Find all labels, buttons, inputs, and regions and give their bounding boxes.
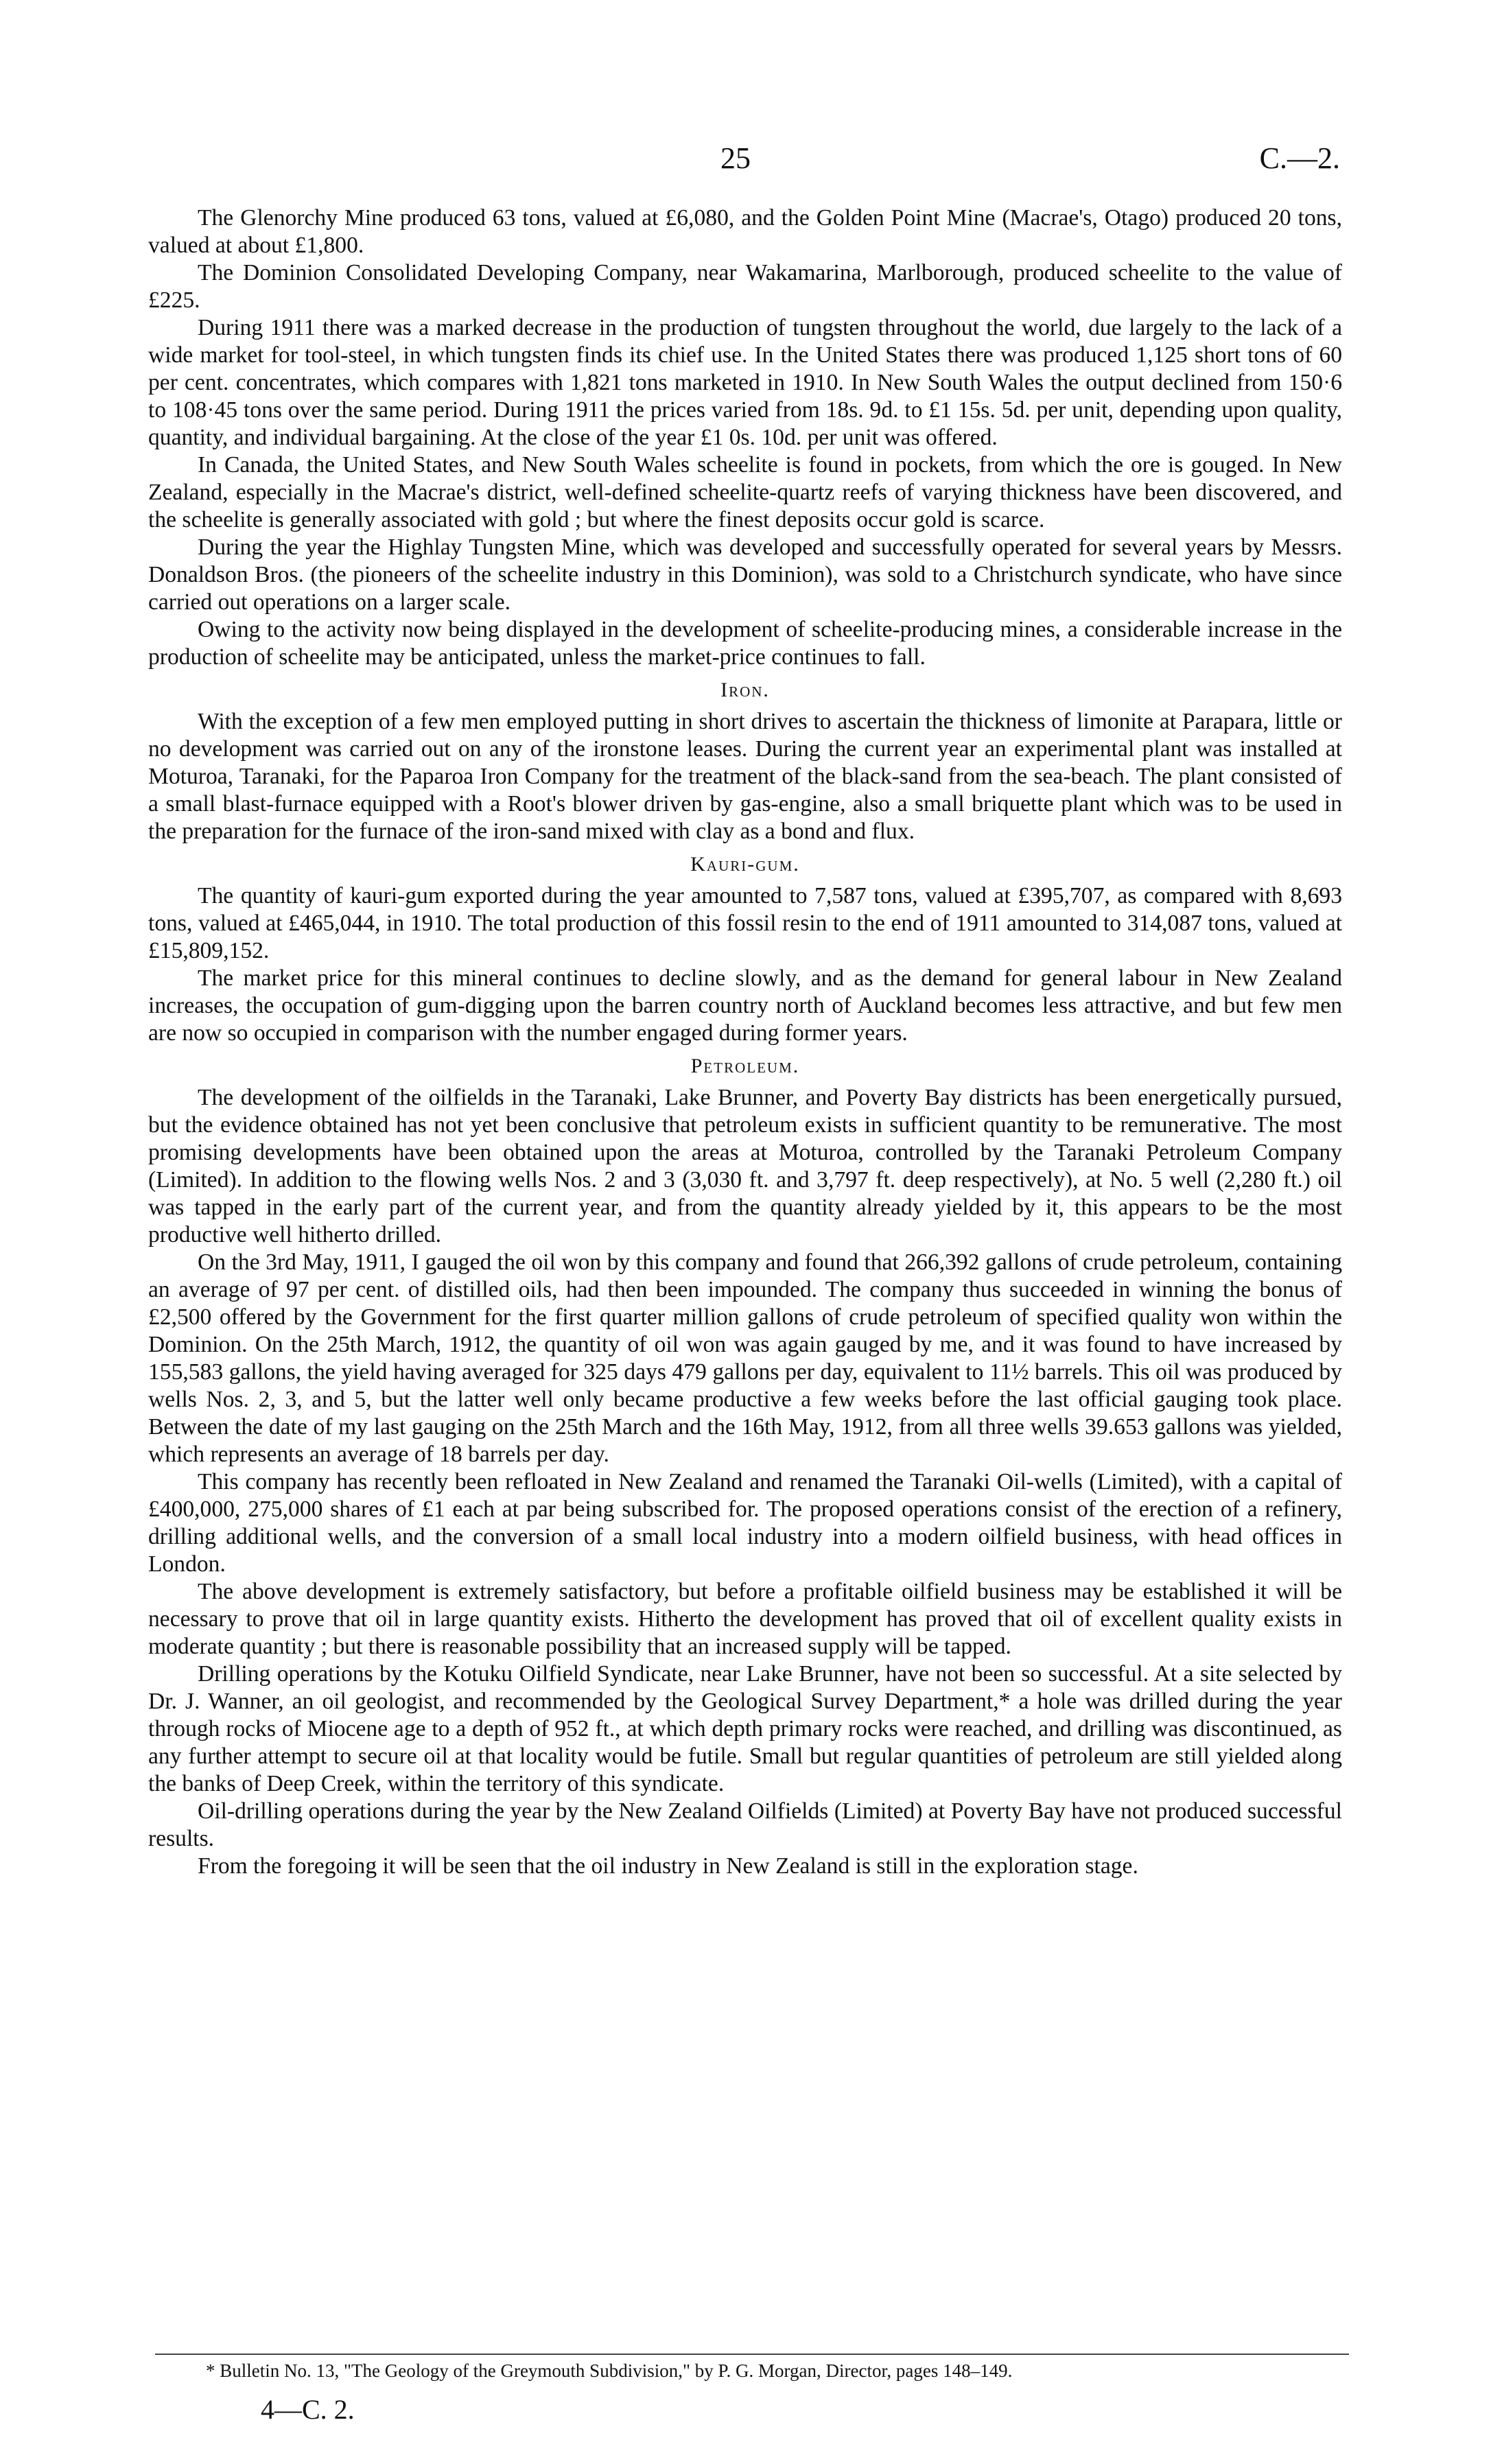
kauri-gum-section bbox=[148, 882, 1342, 1047]
page-header bbox=[0, 141, 1491, 182]
heading-kauri-gum: Kauri-gum. bbox=[690, 853, 800, 876]
paragraph: From the foregoing it will be seen that the oil industry in New Zealand is still in the exploration stage. bbox=[198, 1853, 1138, 1879]
paragraph: On the 3rd May, 1911, I gauged the oil won by this company and found that 266,392 gallons of crude petroleum, containing an average of 97 per cent. of distilled oils, had then been impounded. The company thus succeeded in winning the bonus of £2,500 offered by the Government for the first quarter million gallons of crude petroleum of specified quality won within the Dominion. On the 25th March, 1912, the quantity of oil won was again gauged by me, and it was found to have increased by 155,583 gallons, the yield having averaged for 325 days 479 gallons per day, equivalent to 11½ barrels. This oil was produced by wells Nos. 2, 3, and 5, but the latter well only became productive a few weeks before the last official gauging took place. Between the date of my last gauging on the 25th March and the 16th May, 1912, from all three wells 39.653 gallons was yielded, which represents an average of 18 barrels per day. bbox=[148, 1249, 1342, 1467]
heading-iron: Iron. bbox=[720, 679, 770, 701]
tungsten-section bbox=[148, 204, 1342, 671]
paragraph: During 1911 there was a marked decrease in the production of tungsten throughout the world, due largely to the lack of a wide market for tool-steel, in which tungsten finds its chief use. In the United States there was produced 1,125 short tons of 60 per cent. concentrates, which compares with 1,821 tons marketed in 1910. In New South Wales the output declined from 150·6 to 108·45 tons over the same period. During 1911 the prices varied from 18s. 9d. to £1 15s. 5d. per unit, depending upon quality, quantity, and individual bargaining. At the close of the year £1 0s. 10d. per unit was offered. bbox=[148, 315, 1342, 450]
page-number: 25 bbox=[720, 141, 751, 175]
paragraph: The development of the oilfields in the Taranaki, Lake Brunner, and Poverty Bay districts has been energetically pursued, but the evidence obtained has not yet been conclusive that petroleum exists in sufficient quantity to be remunerative. The most promising developments have been obtained upon the areas at Moturoa, controlled by the Taranaki Petroleum Company (Limited). In addition to the flowing wells Nos. 2 and 3 (3,030 ft. and 3,797 ft. deep respectively), at No. 5 well (2,280 ft.) oil was tapped in the early part of the current year, and from the quantity already yielded by it, this appears to be the most productive well hitherto drilled. bbox=[148, 1085, 1342, 1247]
sheet-signature: 4—C. 2. bbox=[261, 2394, 355, 2425]
petroleum-section bbox=[148, 1084, 1342, 1880]
paragraph: The Dominion Consolidated Developing Company, near Wakamarina, Marlborough, produced scheelite to the value of £225. bbox=[148, 260, 1342, 313]
footnote-divider bbox=[155, 2354, 1349, 2355]
paragraph: The market price for this mineral continues to decline slowly, and as the demand for general labour in New Zealand increases, the occupation of gum-digging upon the barren country north of Auckland becomes less attractive, and but few men are now so occupied in comparison with the number engaged during former years. bbox=[148, 965, 1342, 1046]
paragraph: Drilling operations by the Kotuku Oilfield Syndicate, near Lake Brunner, have not been so successful. At a site selected by Dr. J. Wanner, an oil geologist, and recommended by the Geological Survey Department,* a hole was drilled during the year through rocks of Miocene age to a depth of 952 ft., at which depth primary rocks were reached, and drilling was discontinued, as any further attempt to secure oil at that locality would be futile. Small but regular quantities of petroleum are still yielded along the banks of Deep Creek, within the territory of this syndicate. bbox=[148, 1661, 1342, 1796]
iron-section bbox=[148, 708, 1342, 845]
paragraph: During the year the Highlay Tungsten Mine, which was developed and successfully operated for several years by Messrs. Donaldson Bros. (the pioneers of the scheelite industry in this Dominion), was sold to a Christchurch syndicate, who have since carried out operations on a larger scale. bbox=[148, 535, 1342, 615]
paragraph: Owing to the activity now being displayed in the development of scheelite-producing mines, a considerable increase in the production of scheelite may be anticipated, unless the market-price continues to fall. bbox=[148, 617, 1342, 670]
paragraph: Oil-drilling operations during the year by the New Zealand Oilfields (Limited) at Poverty Bay have not produced successful results. bbox=[148, 1798, 1342, 1851]
heading-petroleum: Petroleum. bbox=[690, 1055, 800, 1077]
document-reference: C.—2. bbox=[1259, 141, 1340, 175]
paragraph: This company has recently been refloated in New Zealand and renamed the Taranaki Oil-wells (Limited), with a capital of £400,000, 275,000 shares of £1 each at par being subscribed for. The proposed operations consist of the erection of a refinery, drilling additional wells, and the conversion of a small local industry into a modern oilfield business, with head offices in London. bbox=[148, 1469, 1342, 1577]
footnote: * Bulletin No. 13, "The Geology of the Greymouth Subdivision," by P. G. Morgan, Director, pages 148–149. bbox=[206, 2360, 1013, 2381]
paragraph: The above development is extremely satisfactory, but before a profitable oilfield business may be established it will be necessary to prove that oil in large quantity exists. Hitherto the development has proved that oil of excellent quality exists in moderate quantity ; but there is reasonable possibility that an increased supply will be tapped. bbox=[148, 1579, 1342, 1659]
paragraph: The quantity of kauri-gum exported during the year amounted to 7,587 tons, valued at £395,707, as compared with 8,693 tons, valued at £465,044, in 1910. The total production of this fossil resin to the end of 1911 amounted to 314,087 tons, valued at £15,809,152. bbox=[148, 883, 1342, 963]
paragraph: The Glenorchy Mine produced 63 tons, valued at £6,080, and the Golden Point Mine (Macrae's, Otago) produced 20 tons, valued at about £1,800. bbox=[148, 205, 1342, 258]
page-body bbox=[148, 204, 1342, 1880]
paragraph: In Canada, the United States, and New South Wales scheelite is found in pockets, from which the ore is gouged. In New Zealand, especially in the Macrae's district, well-defined scheelite-quartz reefs of varying thickness have been discovered, and the scheelite is generally associated with gold ; but where the finest deposits occur gold is scarce. bbox=[148, 452, 1342, 532]
paragraph: With the exception of a few men employed putting in short drives to ascertain the thickness of limonite at Parapara, little or no development was carried out on any of the ironstone leases. During the current year an experimental plant was installed at Moturoa, Taranaki, for the Paparoa Iron Company for the treatment of the black-sand from the sea-beach. The plant consisted of a small blast-furnace equipped with a Root's blower driven by gas-engine, also a small briquette plant which was to be used in the preparation for the furnace of the iron-sand mixed with clay as a bond and flux. bbox=[148, 709, 1342, 844]
